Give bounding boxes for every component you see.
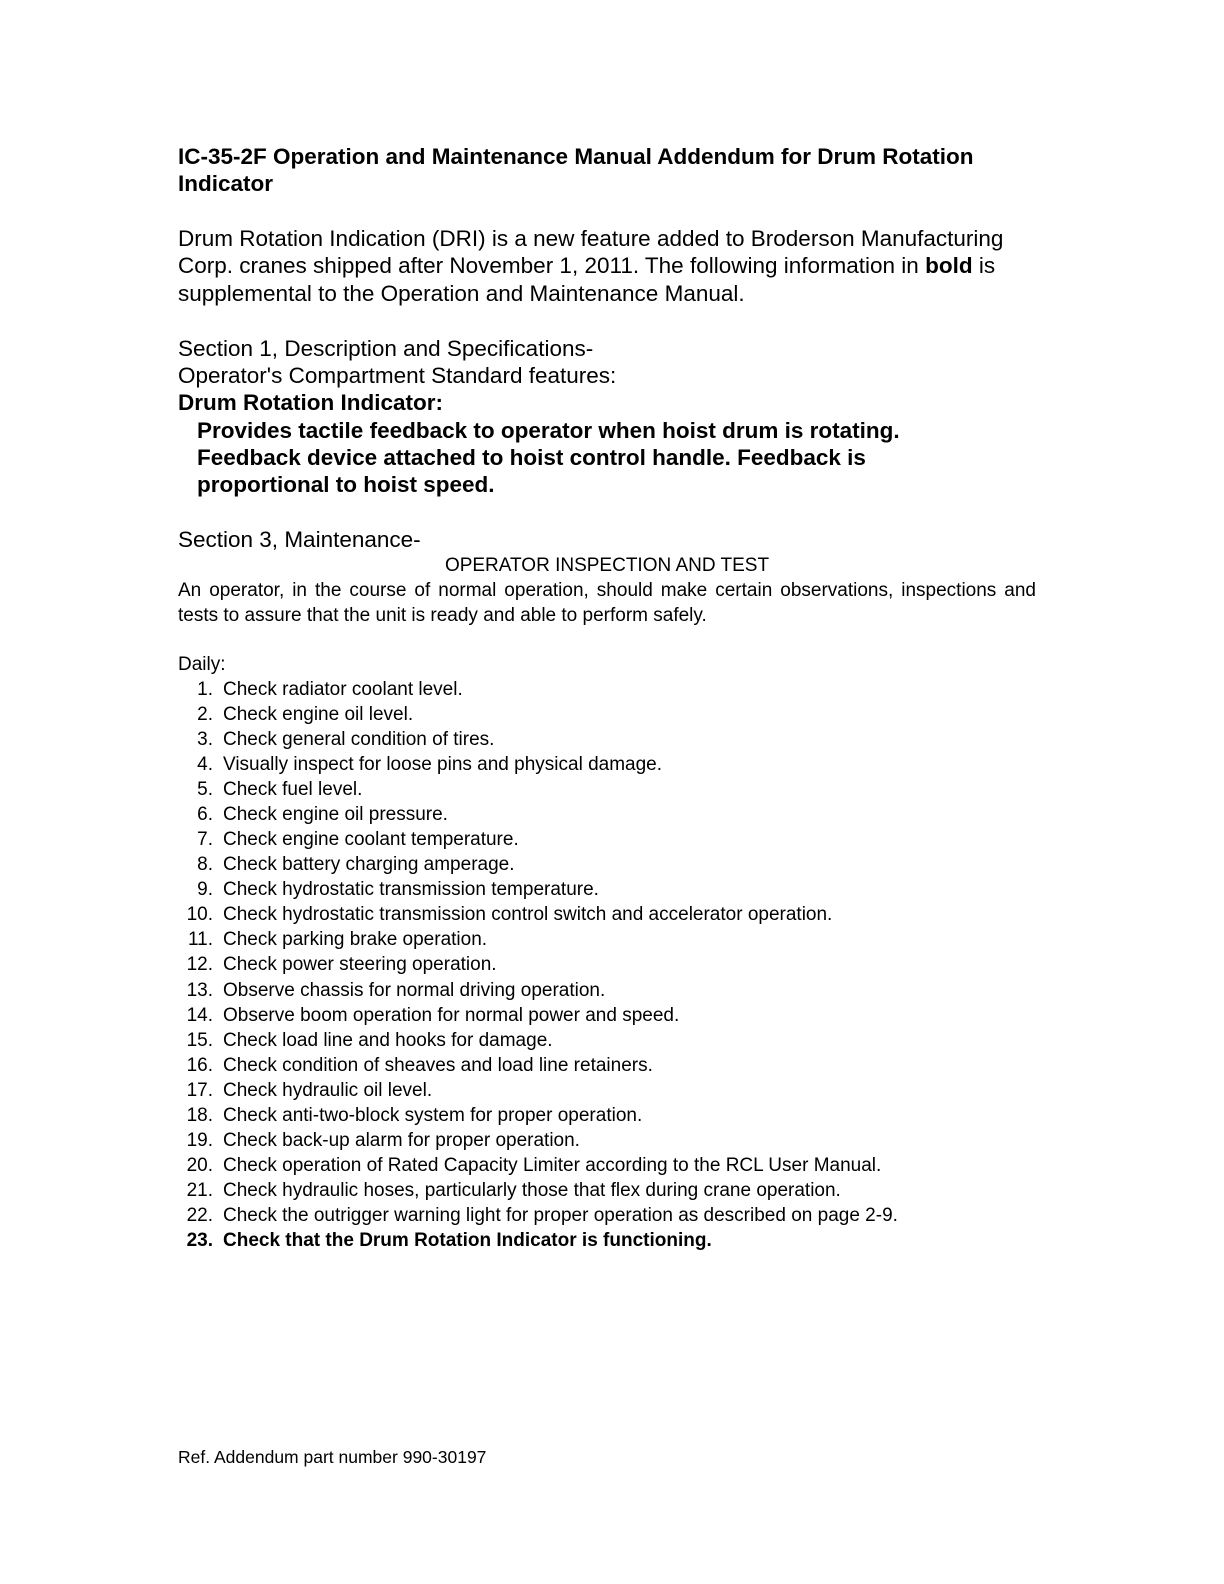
checklist-item-text: Check fuel level. — [223, 779, 363, 801]
section-3-paragraph: An operator, in the course of normal operation, should make certain observations, inspections and tests to assure that the unit is ready and able to perform safely. — [178, 579, 1036, 626]
checklist-item-text: Visually inspect for loose pins and physical damage. — [223, 754, 663, 776]
checklist-item-number: 16. — [186, 1054, 213, 1076]
checklist-item — [178, 852, 1036, 877]
checklist-item-text: Check load line and hooks for damage. — [223, 1029, 553, 1051]
checklist-item-number: 17. — [186, 1079, 213, 1101]
checklist-item — [178, 902, 1036, 927]
checklist-item — [178, 927, 1036, 952]
checklist-item-text: Check hydrostatic transmission control switch and accelerator operation. — [223, 904, 833, 926]
checklist-item-text: Observe boom operation for normal power and speed. — [223, 1004, 680, 1026]
checklist-item-number: 3. — [197, 729, 213, 751]
checklist-item-text: Check back-up alarm for proper operation. — [223, 1129, 580, 1151]
checklist-item — [178, 1003, 1036, 1028]
checklist-item-number: 15. — [186, 1029, 213, 1051]
feature-title: Drum Rotation Indicator: — [178, 390, 443, 416]
daily-checklist — [178, 677, 1036, 1253]
checklist-item-text: Check parking brake operation. — [223, 929, 488, 951]
checklist-item — [178, 1053, 1036, 1078]
section-3-subheading: OPERATOR INSPECTION AND TEST — [444, 554, 770, 576]
checklist-item-number: 13. — [186, 979, 213, 1001]
intro-bold-word: bold — [925, 253, 973, 279]
checklist-item — [178, 702, 1036, 727]
checklist-item-text: Check that the Drum Rotation Indicator is functioning. — [223, 1230, 712, 1251]
checklist-item-text: Check hydraulic oil level. — [223, 1079, 433, 1101]
daily-label: Daily: — [178, 653, 226, 675]
section-3-heading: Section 3, Maintenance- — [178, 526, 421, 552]
checklist-item-number: 1. — [197, 678, 213, 700]
checklist-item — [178, 777, 1036, 802]
section-1-subheading: Operator's Compartment Standard features: — [178, 363, 617, 389]
checklist-item — [178, 677, 1036, 702]
checklist-item-text: Check battery charging amperage. — [223, 854, 515, 876]
checklist-item-text: Check hydrostatic transmission temperature. — [223, 879, 599, 901]
checklist-item — [178, 1078, 1036, 1103]
checklist-item-text: Check hydraulic hoses, particularly those that flex during crane operation. — [223, 1179, 841, 1201]
intro-text-start: Drum Rotation Indication (DRI) is a new feature added to Broderson Manufacturing Corp. cranes shipped after November 1, 2011. The following information in — [178, 226, 1004, 279]
checklist-item-number: 22. — [186, 1204, 213, 1226]
checklist-item-number: 21. — [186, 1179, 213, 1201]
checklist-item — [178, 978, 1036, 1003]
checklist-item-text: Observe chassis for normal driving operation. — [223, 979, 606, 1001]
checklist-item-text: Check the outrigger warning light for proper operation as described on page 2-9. — [223, 1204, 898, 1226]
checklist-item-text: Check anti-two-block system for proper operation. — [223, 1104, 643, 1126]
checklist-item — [178, 727, 1036, 752]
checklist-item — [178, 1103, 1036, 1128]
footer-reference: Ref. Addendum part number 990-30197 — [178, 1447, 487, 1467]
checklist-item-number: 4. — [197, 754, 213, 776]
intro-paragraph — [178, 225, 1036, 307]
checklist-item-text: Check operation of Rated Capacity Limiter according to the RCL User Manual. — [223, 1154, 882, 1176]
checklist-item-text: Check condition of sheaves and load line retainers. — [223, 1054, 653, 1076]
checklist-item-text: Check radiator coolant level. — [223, 678, 463, 700]
checklist-item — [178, 827, 1036, 852]
checklist-item — [178, 952, 1036, 977]
checklist-item-text: Check general condition of tires. — [223, 729, 495, 751]
checklist-item-text: Check power steering operation. — [223, 954, 497, 976]
checklist-item-number: 14. — [186, 1004, 213, 1026]
checklist-item — [178, 1153, 1036, 1178]
feature-description: Provides tactile feedback to operator when hoist drum is rotating. Feedback device attached to hoist control handle. Feedback is proportional to hoist speed. — [197, 417, 900, 498]
checklist-item-number: 7. — [197, 829, 213, 851]
checklist-item — [178, 1028, 1036, 1053]
section-1-heading: Section 1, Description and Specifications- — [178, 335, 594, 361]
checklist-item-number: 23. — [186, 1230, 213, 1251]
checklist-item-text: Check engine coolant temperature. — [223, 829, 519, 851]
checklist-item — [178, 1203, 1036, 1228]
checklist-item — [178, 752, 1036, 777]
document-page — [178, 143, 1036, 1253]
checklist-item-number: 6. — [197, 804, 213, 826]
checklist-item-text: Check engine oil level. — [223, 704, 414, 726]
checklist-item — [178, 1228, 1036, 1253]
checklist-item-number: 11. — [187, 929, 213, 951]
checklist-item-number: 10. — [186, 904, 213, 926]
checklist-item-number: 20. — [186, 1154, 213, 1176]
checklist-item — [178, 877, 1036, 902]
section-1 — [178, 335, 1036, 499]
checklist-item-number: 18. — [186, 1104, 213, 1126]
checklist-item — [178, 802, 1036, 827]
intro-text-end: is supplemental to the Operation and Maintenance Manual. — [178, 253, 996, 306]
section-3 — [178, 526, 1036, 1253]
checklist-item-number: 2. — [197, 704, 213, 726]
checklist-item-number: 12. — [186, 954, 213, 976]
checklist-item-text: Check engine oil pressure. — [223, 804, 448, 826]
checklist-item-number: 5. — [197, 779, 213, 801]
document-title: IC-35-2F Operation and Maintenance Manual Addendum for Drum Rotation Indicator — [178, 144, 974, 196]
checklist-item-number: 9. — [197, 879, 213, 901]
checklist-item-number: 8. — [197, 854, 213, 876]
checklist-item-number: 19. — [186, 1129, 213, 1151]
checklist-item — [178, 1128, 1036, 1153]
checklist-item — [178, 1178, 1036, 1203]
